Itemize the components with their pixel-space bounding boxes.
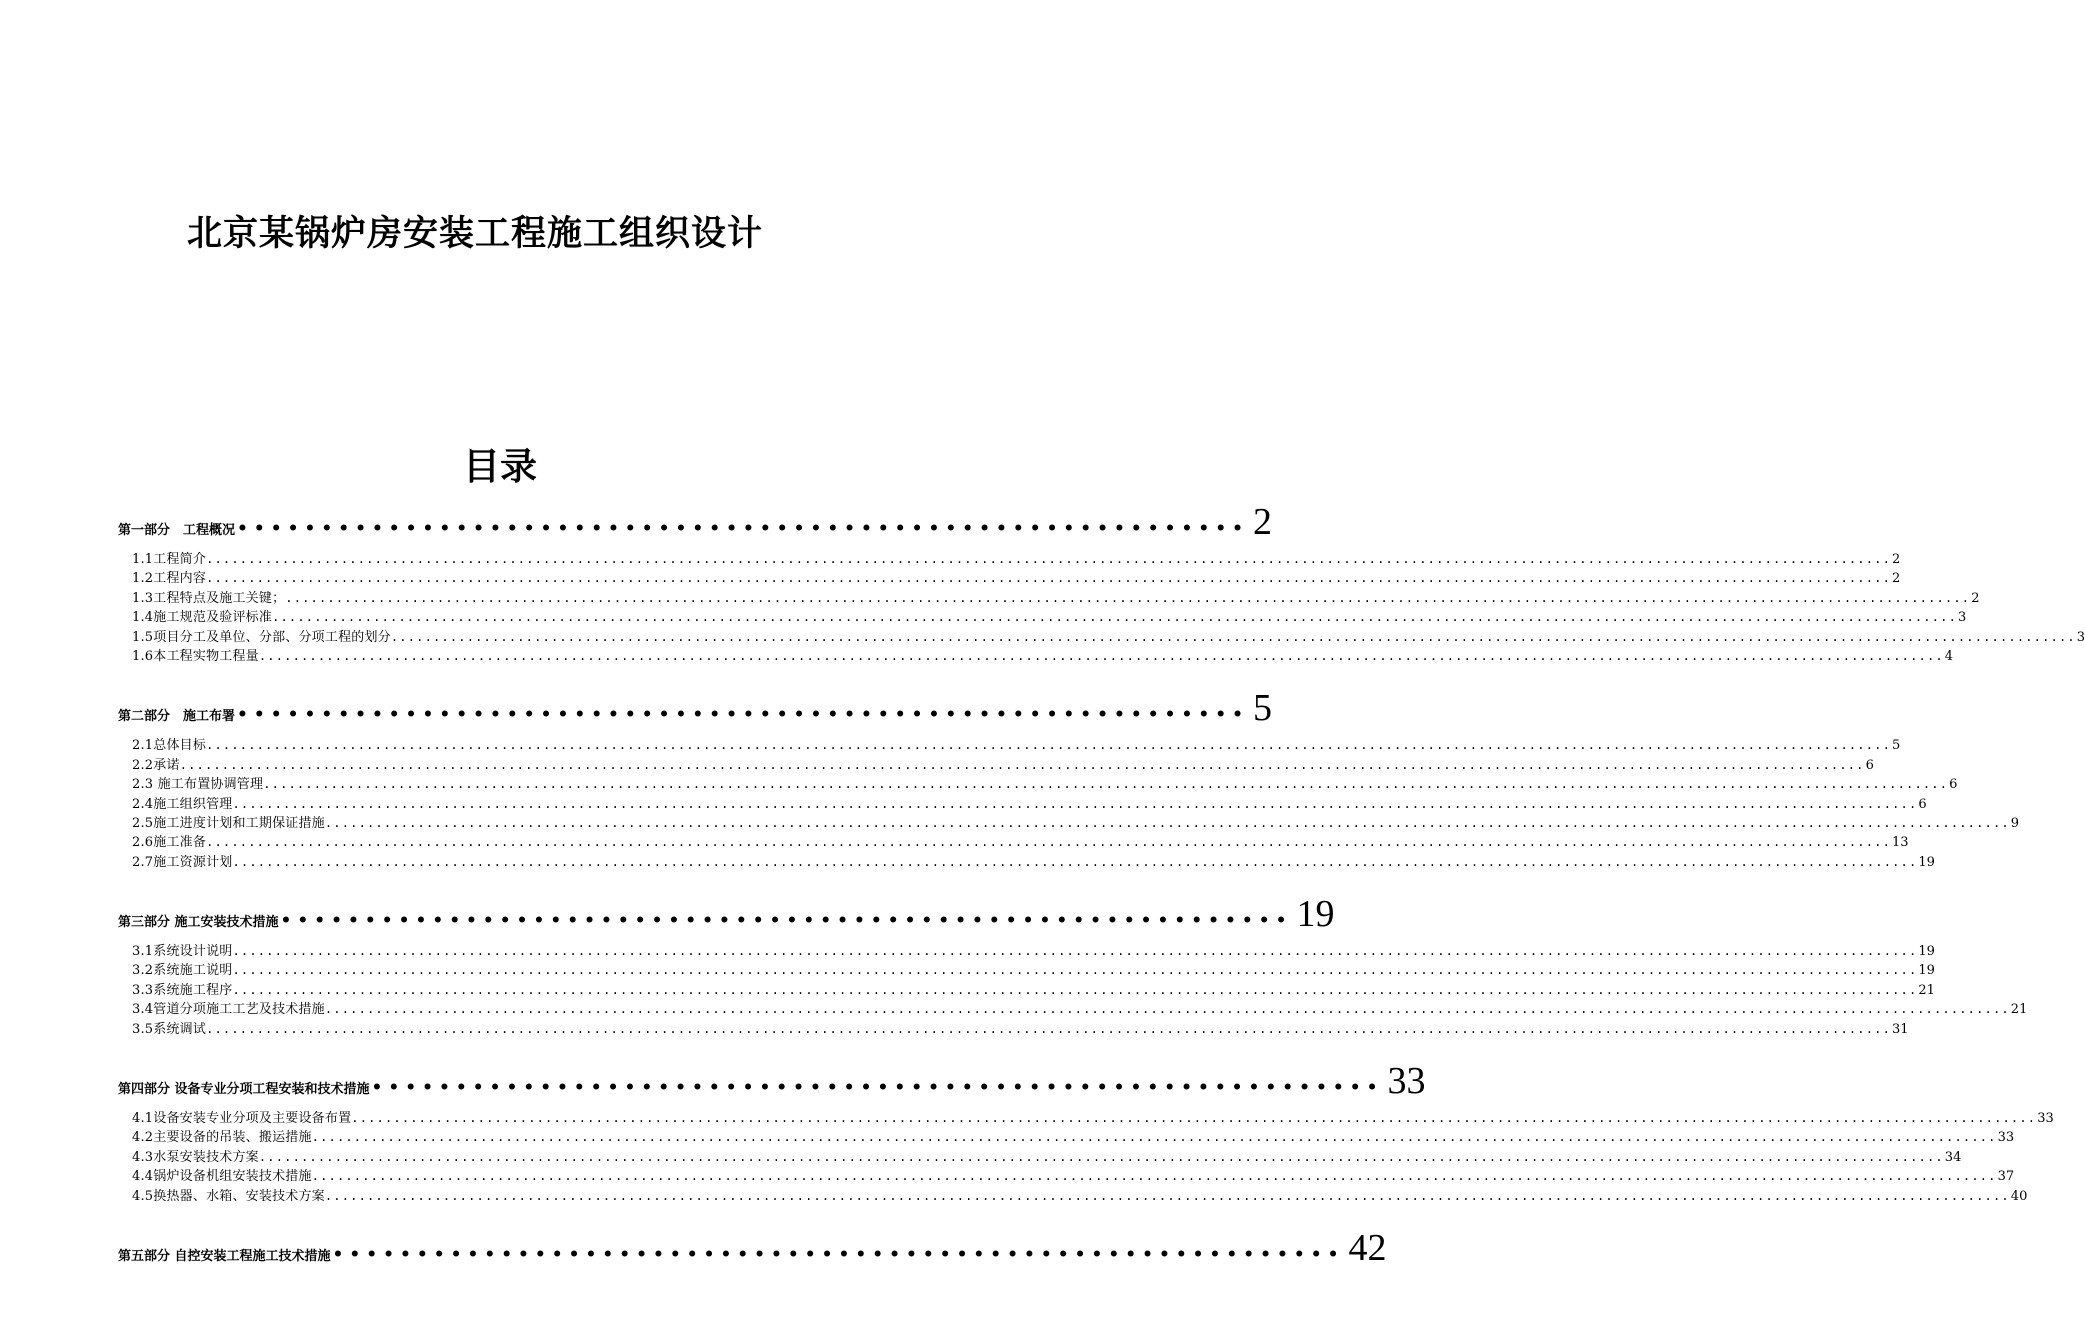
- toc-part-title: 第二部分 施工布署: [118, 709, 236, 725]
- toc-entry[interactable]: [132, 979, 1935, 998]
- section-spacer: [118, 870, 882, 892]
- toc-entry[interactable]: [132, 1126, 2015, 1146]
- toc-entry-leader-dots: ........................................................................................................................................................................................................: [263, 777, 1949, 792]
- toc-entry-title: 1.1工程简介: [132, 552, 207, 567]
- toc-entry-leader-dots: ........................................................................................................................................................................................................: [232, 854, 1918, 869]
- toc-entry-title: 2.2承诺: [132, 757, 180, 773]
- toc-entry-page-number: 2: [1892, 571, 1901, 587]
- toc-heading: 目录: [463, 445, 537, 488]
- toc-part-page-number: 19: [1296, 893, 1335, 936]
- toc-entry[interactable]: [132, 548, 1901, 567]
- toc-part-page-number: 42: [1348, 1226, 1387, 1269]
- toc-entry[interactable]: [132, 626, 2085, 645]
- toc-entry-leader-dots: ........................................................................................................................................................................................................: [324, 1002, 2010, 1017]
- toc-entry-title: 3.4管道分项施工工艺及技术措施: [132, 1002, 325, 1018]
- toc-entry-title: 4.5换热器、水箱、安装技术方案: [132, 1188, 325, 1204]
- toc-entry-leader-dots: ........................................................................................................................................................................................................: [311, 1169, 1997, 1184]
- toc-entry-title: 1.2工程内容: [132, 571, 207, 587]
- toc-entry[interactable]: [132, 940, 1935, 960]
- toc-entry-title: 2.1总体目标: [132, 738, 207, 754]
- toc-entry-title: 3.1系统设计说明: [132, 944, 233, 960]
- table-of-contents: [118, 500, 2085, 1270]
- toc-entry-page-number: 3: [2076, 629, 2085, 645]
- toc-part-leader-dots: ••••••••••••••••••••••••••••••••••••••••••••••••••••••••••••: [280, 911, 1293, 932]
- toc-part-page-number: 33: [1387, 1060, 1426, 1103]
- toc-entry-page-number: 2: [1971, 590, 1980, 606]
- toc-entry-leader-dots: ........................................................................................................................................................................................................: [272, 610, 1957, 625]
- toc-entry[interactable]: [132, 1165, 2015, 1185]
- toc-entry[interactable]: [132, 754, 1874, 773]
- toc-entry-page-number: 2: [1892, 552, 1901, 567]
- toc-entry-title: 1.5项目分工及单位、分部、分项工程的划分: [132, 629, 391, 645]
- toc-entry-title: 1.6本工程实物工程量: [132, 648, 259, 664]
- toc-entry-leader-dots: ........................................................................................................................................................................................................: [311, 1130, 1997, 1145]
- toc-entry-page-number: 6: [1949, 777, 1958, 793]
- toc-entry[interactable]: [132, 773, 1958, 793]
- toc-entry[interactable]: [132, 959, 1935, 979]
- toc-entry-title: 4.1设备安装专业分项及主要设备布置: [132, 1111, 352, 1127]
- toc-entry-leader-dots: ........................................................................................................................................................................................................: [351, 1111, 2037, 1126]
- toc-entry-page-number: 37: [1997, 1169, 2015, 1185]
- toc-entry-leader-dots: ........................................................................................................................................................................................................: [258, 1149, 1944, 1164]
- toc-entry-title: 1.4施工规范及验评标准: [132, 610, 273, 626]
- toc-entry-title: 2.5施工进度计划和工期保证措施: [132, 815, 325, 831]
- toc-entry[interactable]: [132, 851, 1935, 870]
- toc-entry-page-number: 40: [2010, 1188, 2028, 1204]
- toc-part-leader-dots: ••••••••••••••••••••••••••••••••••••••••••••••••••••••••••••: [237, 519, 1249, 539]
- toc-entry-list: [132, 1107, 2054, 1204]
- toc-part-title: 第一部分 工程概况: [118, 523, 236, 538]
- toc-entry-title: 4.2主要设备的吊装、搬运措施: [132, 1130, 312, 1146]
- toc-part-page-number: 2: [1252, 501, 1272, 543]
- toc-entry-page-number: 13: [1892, 835, 1909, 851]
- toc-entry[interactable]: [132, 645, 1954, 664]
- toc-entry-leader-dots: ........................................................................................................................................................................................................: [206, 835, 1891, 850]
- toc-entry[interactable]: [132, 1185, 2028, 1204]
- toc-entry-page-number: 19: [1918, 854, 1935, 870]
- toc-entry[interactable]: [132, 567, 1901, 587]
- toc-entry-leader-dots: ........................................................................................................................................................................................................: [232, 963, 1918, 978]
- section-spacer: [118, 1204, 882, 1226]
- toc-entry-page-number: 19: [1918, 963, 1935, 979]
- toc-part-title: 第五部分 自控安装工程施工技术措施: [118, 1248, 331, 1264]
- toc-part[interactable]: [118, 686, 1272, 730]
- toc-entry-leader-dots: ........................................................................................................................................................................................................: [390, 629, 2076, 644]
- toc-entry-leader-dots: ........................................................................................................................................................................................................: [258, 648, 1944, 663]
- toc-entry[interactable]: [132, 1107, 2054, 1127]
- toc-entry-list: [132, 940, 2028, 1037]
- toc-entry-page-number: 33: [1997, 1130, 2015, 1146]
- toc-entry-title: 2.7施工资源计划: [132, 854, 233, 870]
- toc-entry-page-number: 21: [2010, 1002, 2028, 1018]
- toc-entry-page-number: 19: [1918, 944, 1935, 960]
- toc-part[interactable]: [118, 1226, 1387, 1270]
- toc-entry-title: 4.4锅炉设备机组安装技术措施: [132, 1169, 312, 1185]
- toc-part[interactable]: [118, 500, 1272, 544]
- toc-entry-title: 3.5系统调试: [132, 1021, 207, 1037]
- toc-entry-page-number: 33: [2037, 1111, 2054, 1127]
- toc-entry-title: 2.3 施工布置协调管理: [132, 777, 264, 793]
- toc-part-title: 第四部分 设备专业分项工程安装和技术措施: [118, 1082, 370, 1098]
- toc-part-leader-dots: ••••••••••••••••••••••••••••••••••••••••••••••••••••••••••••: [332, 1244, 1345, 1265]
- toc-entry-page-number: 3: [1958, 610, 1967, 626]
- toc-entry[interactable]: [132, 606, 1967, 626]
- toc-entry-page-number: 21: [1918, 982, 1935, 998]
- toc-entry-leader-dots: ........................................................................................................................................................................................................: [285, 590, 1971, 605]
- toc-entry-page-number: 31: [1892, 1021, 1909, 1037]
- toc-entry-title: 4.3水泵安装技术方案: [132, 1149, 259, 1165]
- toc-entry-leader-dots: ........................................................................................................................................................................................................: [179, 757, 1865, 772]
- toc-entry-title: 2.4施工组织管理: [132, 796, 233, 812]
- toc-entry-leader-dots: ........................................................................................................................................................................................................: [206, 552, 1891, 566]
- toc-entry-page-number: 34: [1944, 1149, 1962, 1165]
- toc-entry[interactable]: [132, 812, 2020, 831]
- toc-entry[interactable]: [132, 793, 1927, 812]
- toc-entry-title: 1.3工程特点及施工关键；: [132, 590, 286, 606]
- toc-entry[interactable]: [132, 587, 1980, 606]
- toc-entry-page-number: 6: [1918, 796, 1927, 812]
- toc-entry-leader-dots: ........................................................................................................................................................................................................: [232, 944, 1918, 959]
- toc-entry-page-number: 6: [1865, 757, 1874, 773]
- toc-entry[interactable]: [132, 1146, 1962, 1165]
- toc-part-leader-dots: ••••••••••••••••••••••••••••••••••••••••••••••••••••••••••••: [237, 705, 1249, 726]
- toc-entry-page-number: 4: [1944, 648, 1954, 664]
- toc-entry[interactable]: [132, 831, 1909, 851]
- toc-entry-title: 3.2系统施工说明: [132, 963, 233, 979]
- toc-part[interactable]: [118, 892, 1335, 936]
- toc-entry[interactable]: [132, 1018, 1909, 1037]
- toc-entry-list: [132, 548, 2085, 664]
- toc-entry-title: 2.6施工准备: [132, 835, 207, 851]
- toc-part-title: 第三部分 施工安装技术措施: [118, 915, 279, 931]
- toc-entry-leader-dots: ........................................................................................................................................................................................................: [324, 815, 2010, 830]
- toc-entry[interactable]: [132, 998, 2028, 1018]
- toc-entry-leader-dots: ........................................................................................................................................................................................................: [232, 796, 1918, 811]
- document-title: 北京某锅炉房安装工程施工组织设计: [186, 214, 763, 254]
- toc-part[interactable]: [118, 1059, 1426, 1103]
- toc-entry-page-number: 5: [1892, 738, 1901, 754]
- toc-part-leader-dots: ••••••••••••••••••••••••••••••••••••••••••••••••••••••••••••: [371, 1078, 1384, 1099]
- toc-entry-list: [132, 734, 2020, 870]
- toc-entry-leader-dots: ........................................................................................................................................................................................................: [232, 982, 1918, 997]
- toc-part-page-number: 5: [1252, 687, 1272, 730]
- toc-entry-leader-dots: ........................................................................................................................................................................................................: [206, 738, 1891, 753]
- section-spacer: [118, 1037, 882, 1059]
- toc-entry-title: 3.3系统施工程序: [132, 982, 233, 998]
- toc-entry-leader-dots: ........................................................................................................................................................................................................: [206, 1021, 1891, 1036]
- toc-entry-page-number: 9: [2010, 815, 2020, 831]
- toc-entry-leader-dots: ........................................................................................................................................................................................................: [324, 1188, 2010, 1203]
- section-spacer: [118, 664, 882, 686]
- toc-entry-leader-dots: ........................................................................................................................................................................................................: [206, 571, 1891, 586]
- toc-entry[interactable]: [132, 734, 1901, 754]
